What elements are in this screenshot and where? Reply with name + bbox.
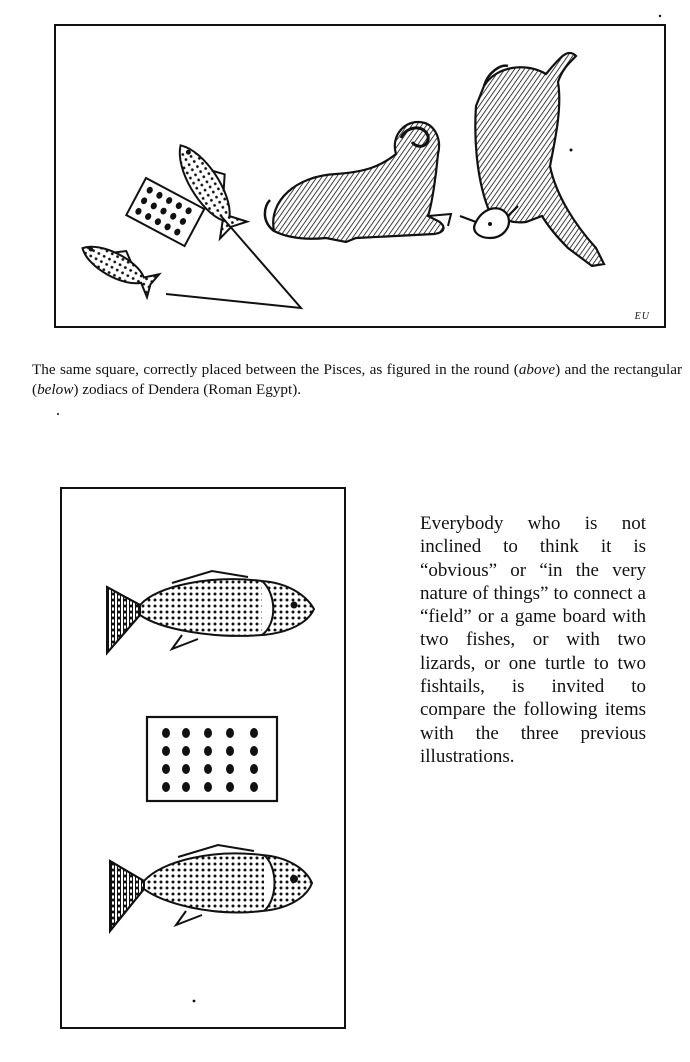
artist-monogram: EU [634,311,650,322]
caption-text-3: ) zodiacs of Dendera (Roman Egypt). [73,381,302,398]
caption-below: below [37,381,74,398]
caption-text-1: The same square, correctly placed between the Pisces, as figured in the round ( [32,361,519,378]
body-paragraph: Everybody who is not inclined to think it is “obvious” or “in the very nature of things” to connect a “field” or a game board with two fishes, or with two lizards, or one turtle to two fishtails, is invited to compare the following items with the three previous illustrations. [420,513,646,767]
caption-text-2: ) and the rectangular ( [32,361,682,398]
caption-above: above [518,361,556,378]
